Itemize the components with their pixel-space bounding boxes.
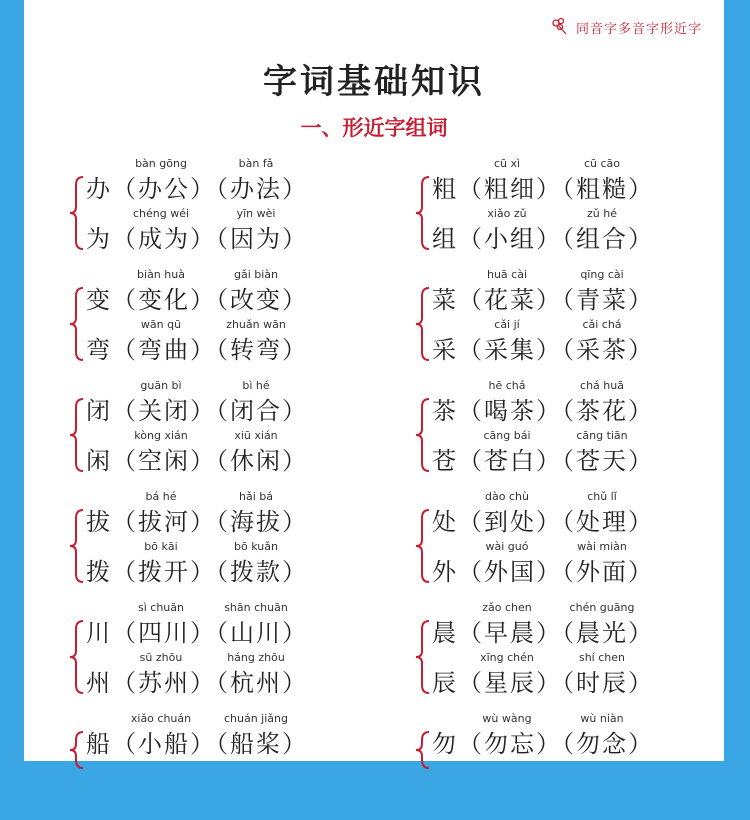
word-group — [414, 155, 734, 265]
word-line — [432, 710, 742, 758]
word-text: 州（苏州）（杭州） — [86, 669, 308, 697]
pinyin-label: bàn fǎ — [238, 157, 274, 170]
brace-icon — [414, 175, 432, 251]
pinyin-label: shān chuān — [224, 601, 288, 614]
word-text: 拨（拨开）（拨款） — [86, 558, 308, 586]
pinyin-label: kòng xián — [134, 429, 188, 442]
word-line — [432, 377, 742, 425]
word-line — [432, 649, 742, 697]
brace-icon — [414, 619, 432, 695]
word-line — [86, 599, 396, 647]
pinyin-label: yīn wèi — [236, 207, 276, 220]
word-text: 弯（弯曲）（转弯） — [86, 336, 308, 364]
brace-icon — [414, 508, 432, 584]
word-text: 菜（花菜）（青菜） — [432, 286, 654, 314]
pinyin-label: xīng chén — [480, 651, 534, 664]
pinyin-label: zǔ hé — [587, 207, 617, 220]
word-text: 拔（拔河）（海拔） — [86, 508, 308, 536]
brace-icon — [68, 508, 86, 584]
word-line — [86, 710, 396, 758]
pinyin-label: zǎo chen — [482, 601, 532, 614]
word-group — [414, 266, 734, 376]
pinyin-label: biàn huà — [137, 268, 185, 281]
word-group — [414, 710, 734, 820]
word-line — [432, 488, 742, 536]
word-group — [68, 488, 388, 598]
pinyin-label: zhuǎn wān — [226, 318, 286, 331]
pinyin-label: wài miàn — [577, 540, 627, 553]
pinyin-label: xiū xián — [234, 429, 278, 442]
pinyin-label: xiǎo chuán — [130, 712, 192, 725]
word-group — [68, 155, 388, 265]
brace-icon — [68, 175, 86, 251]
pinyin-label: chén guāng — [569, 601, 635, 614]
pinyin-label: bàn gōng — [135, 157, 187, 170]
word-group — [68, 599, 388, 709]
pinyin-label: shí chen — [578, 651, 625, 664]
word-line — [432, 316, 742, 364]
section-subtitle: 一、形近字组词 — [300, 116, 448, 140]
word-text: 茶（喝茶）（茶花） — [432, 397, 654, 425]
word-text: 粗（粗细）（粗糙） — [432, 175, 654, 203]
pinyin-label: chuán jiǎng — [223, 712, 288, 725]
word-text: 组（小组）（组合） — [432, 225, 654, 253]
pinyin-label: sì chuān — [138, 601, 184, 614]
header-tag — [548, 14, 702, 40]
pinyin-label: bì hé — [242, 379, 270, 392]
pinyin-label: hǎi bá — [239, 490, 273, 503]
word-group — [68, 266, 388, 376]
flower-icon — [548, 14, 570, 40]
word-line — [432, 538, 742, 586]
word-text: 船（小船）（船桨） — [86, 730, 308, 758]
pinyin-label: hē chá — [488, 379, 526, 392]
word-group — [414, 377, 734, 487]
pinyin-label: cǎi chá — [582, 318, 622, 331]
pinyin-label: bá hé — [145, 490, 177, 503]
pinyin-label: chéng wéi — [132, 207, 190, 220]
pinyin-label: guān bì — [140, 379, 182, 392]
page-title: 字词基础知识 — [263, 62, 485, 102]
word-group — [68, 710, 388, 820]
word-text: 外（外国）（外面） — [432, 558, 654, 586]
pinyin-label: huā cài — [486, 268, 528, 281]
worksheet-page — [24, 0, 724, 761]
pinyin-label: dào chù — [485, 490, 529, 503]
word-line — [86, 266, 396, 314]
word-line — [432, 266, 742, 314]
header-tag-text: 同音字多音字形近字 — [575, 21, 702, 37]
word-line — [86, 488, 396, 536]
word-text: 苍（苍白）（苍天） — [432, 447, 654, 475]
brace-icon — [68, 730, 86, 770]
word-line — [86, 205, 396, 253]
pinyin-label: wān qū — [140, 318, 182, 331]
pinyin-label: wài guó — [485, 540, 529, 553]
word-line — [86, 377, 396, 425]
word-group — [68, 377, 388, 487]
word-line — [86, 649, 396, 697]
word-line — [86, 316, 396, 364]
pinyin-label: bō kāi — [144, 540, 178, 553]
word-line — [432, 599, 742, 647]
word-line — [432, 155, 742, 203]
pinyin-label: wù wàng — [482, 712, 532, 725]
pinyin-label: bō kuǎn — [234, 540, 278, 553]
word-text: 采（采集）（采茶） — [432, 336, 654, 364]
pinyin-label: cāng tiān — [576, 429, 628, 442]
word-text: 辰（星辰）（时辰） — [432, 669, 654, 697]
pinyin-label: chá huā — [580, 379, 624, 392]
pinyin-label: cū xì — [493, 157, 521, 170]
pinyin-label: háng zhōu — [227, 651, 285, 664]
word-text: 变（变化）（改变） — [86, 286, 308, 314]
word-line — [86, 538, 396, 586]
word-text: 办（办公）（办法） — [86, 175, 308, 203]
pinyin-label: xiǎo zǔ — [487, 207, 527, 220]
word-text: 闭（关闭）（闭合） — [86, 397, 308, 425]
pinyin-label: chǔ lǐ — [587, 490, 617, 503]
brace-icon — [68, 397, 86, 473]
brace-icon — [414, 286, 432, 362]
pinyin-label: cū cāo — [583, 157, 621, 170]
brace-icon — [414, 397, 432, 473]
word-group — [414, 599, 734, 709]
word-line — [86, 427, 396, 475]
word-text: 川（四川）（山川） — [86, 619, 308, 647]
brace-icon — [414, 730, 432, 770]
word-line — [86, 155, 396, 203]
pinyin-label: cǎi jí — [494, 318, 520, 331]
word-text: 勿（勿忘）（勿念） — [432, 730, 654, 758]
word-text: 闲（空闲）（休闲） — [86, 447, 308, 475]
word-text: 晨（早晨）（晨光） — [432, 619, 654, 647]
brace-icon — [68, 619, 86, 695]
pinyin-label: cāng bái — [483, 429, 531, 442]
pinyin-label: qīng cài — [580, 268, 624, 281]
word-text: 处（到处）（处理） — [432, 508, 654, 536]
word-line — [432, 427, 742, 475]
brace-icon — [68, 286, 86, 362]
pinyin-label: sū zhōu — [139, 651, 183, 664]
word-text: 为（成为）（因为） — [86, 225, 308, 253]
pinyin-label: wù niàn — [580, 712, 624, 725]
word-line — [432, 205, 742, 253]
pinyin-label: gǎi biàn — [233, 268, 279, 281]
word-group — [414, 488, 734, 598]
